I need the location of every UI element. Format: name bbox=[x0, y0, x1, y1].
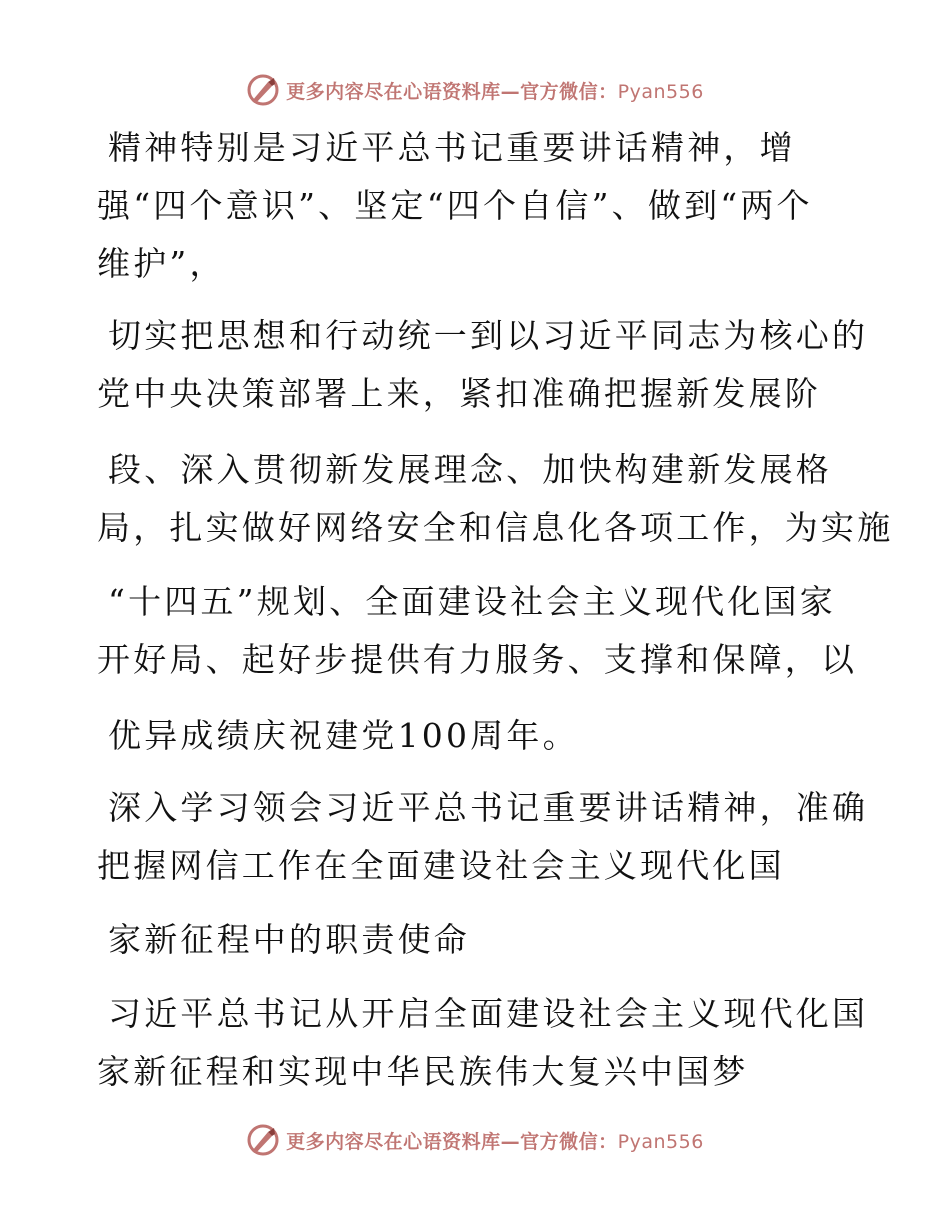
watermark-handle: Pyan556 bbox=[617, 80, 704, 103]
watermark-label: 更多内容尽在心语资料库—官方微信： bbox=[286, 80, 618, 103]
paragraph-line: 强“四个意识”、坚定“四个自信”、做到“两个 bbox=[97, 186, 813, 225]
paragraph-line: 家新征程和实现中华民族伟大复兴中国梦 bbox=[97, 1052, 749, 1091]
paragraph-line: “十四五”规划、全面建设社会主义现代化国家 bbox=[108, 582, 836, 621]
watermark-text bbox=[286, 1127, 704, 1154]
paragraph-line: 党中央决策部署上来，紧扣准确把握新发展阶 bbox=[97, 374, 821, 413]
watermark-footer bbox=[0, 1120, 950, 1160]
watermark-label: 更多内容尽在心语资料库—官方微信： bbox=[286, 1130, 618, 1153]
paragraph-line: 开好局、起好步提供有力服务、支撑和保障，以 bbox=[97, 640, 858, 679]
paragraph-line: 段、深入贯彻新发展理念、加快构建新发展格 bbox=[108, 450, 832, 489]
paragraph-line: 精神特别是习近平总书记重要讲话精神，增 bbox=[108, 128, 796, 167]
watermark-handle: Pyan556 bbox=[617, 1130, 704, 1153]
paragraph-line: 把握网信工作在全面建设社会主义现代化国 bbox=[97, 846, 785, 885]
paragraph-line: 习近平总书记从开启全面建设社会主义现代化国 bbox=[108, 994, 869, 1033]
paragraph-line: 切实把思想和行动统一到以习近平同志为核心的 bbox=[108, 316, 869, 355]
paragraph-line: 深入学习领会习近平总书记重要讲话精神，准确 bbox=[108, 788, 869, 827]
paragraph-line: 家新征程中的职责使命 bbox=[108, 920, 470, 959]
pen-logo-icon bbox=[246, 1123, 280, 1157]
paragraph-line: 局，扎实做好网络安全和信息化各项工作，为实施 bbox=[97, 508, 894, 547]
paragraph-line: 优异成绩庆祝建党100周年。 bbox=[108, 716, 579, 755]
paragraph-line: 维护”， bbox=[97, 244, 226, 283]
